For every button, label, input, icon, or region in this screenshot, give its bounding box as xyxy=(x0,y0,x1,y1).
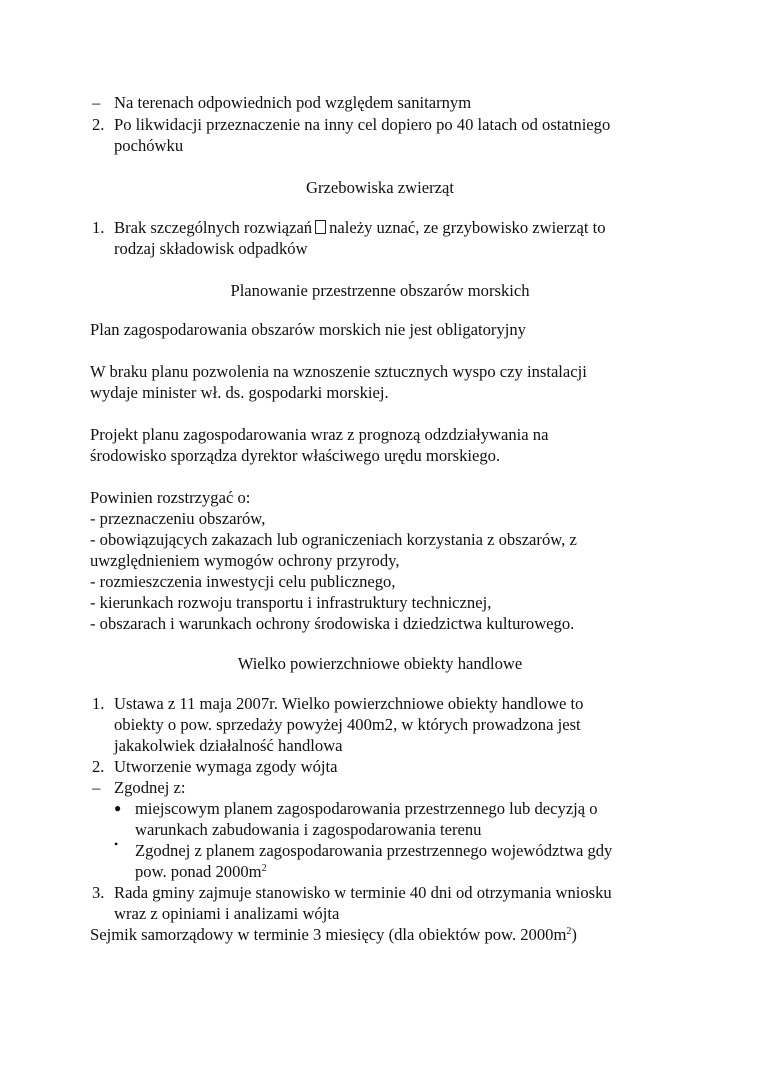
paragraph-text: ) xyxy=(571,925,577,944)
section-heading: Planowanie przestrzenne obszarów morskich xyxy=(230,281,530,300)
paragraph: Powinien rozstrzygać o: xyxy=(90,488,251,507)
bullet-item: Zgodnej z planem zagospodarowania przestrzennego województwa gdy xyxy=(135,841,613,860)
list-item-continuation: rodzaj składowisk odpadków xyxy=(114,239,308,258)
list-item: Utworzenie wymaga zgody wójta xyxy=(114,757,338,776)
list-item-continuation: wraz z opiniami i analizami wójta xyxy=(114,904,340,923)
list-item-continuation: pochówku xyxy=(114,136,184,155)
paragraph: W braku planu pozwolenia na wznoszenie sztucznych wyspo czy instalacji xyxy=(90,362,587,381)
list-item-continuation: obiekty o pow. sprzedaży powyżej 400m2, w których prowadzona jest xyxy=(114,715,581,734)
paragraph: wydaje minister wł. ds. gospodarki morskiej. xyxy=(90,383,389,402)
bullet-item: miejscowym planem zagospodarowania przestrzennego lub decyzją o xyxy=(135,799,598,818)
list-item-continuation: uwzględnieniem wymogów ochrony przyrody, xyxy=(90,551,400,570)
missing-glyph-icon xyxy=(315,220,326,234)
list-item: - przeznaczeniu obszarów, xyxy=(90,509,266,528)
paragraph-text: Sejmik samorządowy w terminie 3 miesięcy (dla obiektów pow. 2000m xyxy=(90,925,567,944)
bullet-item-continuation xyxy=(135,861,267,882)
superscript: 2 xyxy=(261,863,267,874)
list-item: Zgodnej z: xyxy=(114,778,186,797)
paragraph: środowisko sporządza dyrektor właściwego urędu morskiego. xyxy=(90,446,501,465)
section-heading: Grzebowiska zwierząt xyxy=(306,178,454,197)
list-item: Ustawa z 11 maja 2007r. Wielko powierzchniowe obiekty handlowe to xyxy=(114,694,584,713)
paragraph: Plan zagospodarowania obszarów morskich nie jest obligatoryjny xyxy=(90,320,526,339)
list-item-continuation: jakakolwiek działalność handlowa xyxy=(114,736,343,755)
bullet-item-text: pow. ponad 2000m xyxy=(135,862,262,881)
list-item-text: Brak szczególnych rozwiązań xyxy=(114,218,313,237)
list-item: - obszarach i warunkach ochrony środowiska i dziedzictwa kulturowego. xyxy=(90,614,575,633)
list-item: - kierunkach rozwoju transportu i infrastruktury technicznej, xyxy=(90,593,492,612)
dash-marker: – xyxy=(92,93,101,112)
list-number: 2. xyxy=(92,115,105,134)
list-item: - obowiązujących zakazach lub ograniczeniach korzystania z obszarów, z xyxy=(90,530,577,549)
section-heading: Wielko powierzchniowe obiekty handlowe xyxy=(237,654,523,673)
bullet-icon: • xyxy=(114,837,119,851)
list-item-text: należy uznać, ze grzybowisko zwierząt to xyxy=(329,218,606,237)
bullet-item-continuation: warunkach zabudowania i zagospodarowania terenu xyxy=(135,820,482,839)
list-item: Po likwidacji przeznaczenie na inny cel dopiero po 40 latach od ostatniego xyxy=(114,115,611,134)
list-item: Rada gminy zajmuje stanowisko w terminie 40 dni od otrzymania wniosku xyxy=(114,883,612,902)
list-item xyxy=(114,217,606,238)
superscript: 2 xyxy=(566,926,572,937)
list-number: 1. xyxy=(92,218,105,237)
paragraph xyxy=(90,924,577,945)
list-number: 2. xyxy=(92,757,105,776)
list-item: Na terenach odpowiednich pod względem sanitarnym xyxy=(114,93,472,112)
list-number: 3. xyxy=(92,883,105,902)
list-item: - rozmieszczenia inwestycji celu publicznego, xyxy=(90,572,396,591)
list-number: 1. xyxy=(92,694,105,713)
paragraph: Projekt planu zagospodarowania wraz z prognozą odzdziaływania na xyxy=(90,425,549,444)
bullet-icon: ● xyxy=(114,801,122,815)
dash-marker: – xyxy=(92,778,101,797)
